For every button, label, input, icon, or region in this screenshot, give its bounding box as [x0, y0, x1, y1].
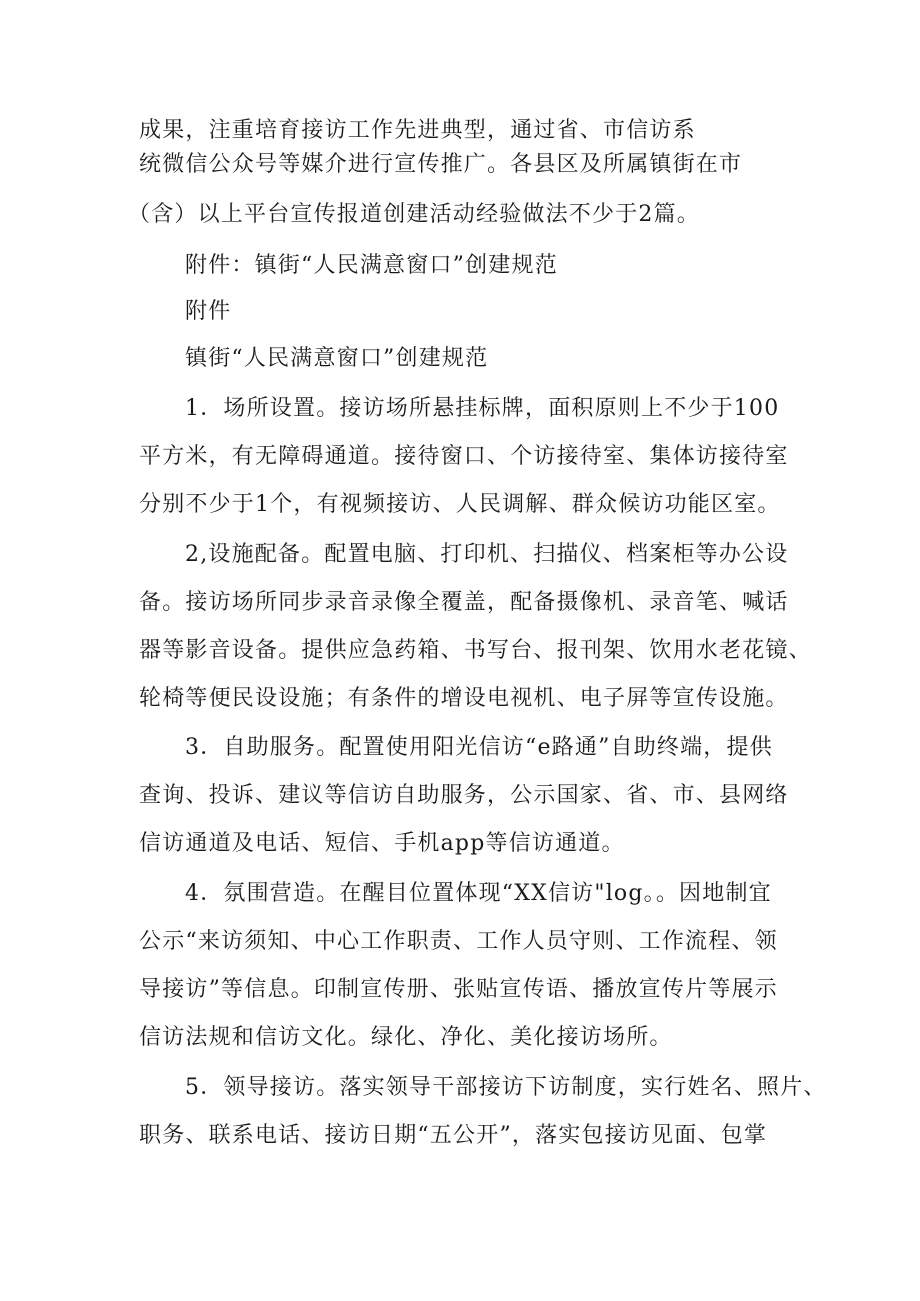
paragraph-line: 分别不少于1个，有视频接访、人民调解、群众候访功能区室。 — [139, 492, 781, 517]
paragraph-line: 轮椅等便民设设施；有条件的增设电视机、电子屏等宣传设施。 — [139, 686, 789, 711]
paragraph-line: 查询、投诉、建议等信访自助服务，公示国家、省、市、县网络 — [139, 783, 789, 808]
paragraph-line: 导接访”等信息。印制宣传册、张贴宣传语、播放宣传片等展示 — [139, 977, 778, 1002]
paragraph-line: 4．氛围营造。在醒目位置体现“XX信访"log。。因地制宜 — [185, 881, 772, 906]
paragraph-line: 器等影音设备。提供应急药箱、书写台、报刊架、饮用水老花镜、 — [139, 638, 812, 663]
paragraph-line: 公示“来访须知、中心工作职责、工作人员守则、工作流程、领 — [139, 929, 778, 954]
paragraph-line: 备。接访场所同步录音录像全覆盖，配备摄像机、录音笔、喊话 — [139, 590, 789, 615]
paragraph-line: 5．领导接访。落实领导干部接访下访制度，实行姓名、照片、 — [185, 1075, 827, 1100]
paragraph-line: 2,设施配备。配置电脑、打印机、扫描仪、档案柜等办公设 — [185, 542, 789, 567]
paragraph-line: （含）以上平台宣传报道创建活动经验做法不少于2篇。 — [128, 202, 700, 227]
attachment-reference: 附件：镇街“人民满意窗口”创建规范 — [185, 253, 558, 278]
paragraph-line: 1．场所设置。接访场所悬挂标牌，面积原则上不少于100 — [185, 396, 780, 421]
paragraph-line: 3．自助服务。配置使用阳光信访“e路通”自助终端，提供 — [185, 735, 773, 760]
paragraph-line: 职务、联系电话、接访日期“五公开”，落实包接访见面、包掌 — [139, 1123, 768, 1148]
paragraph-line: 统微信公众号等媒介进行宣传推广。各县区及所属镇街在市 — [139, 152, 743, 177]
paragraph-line: 成果，注重培育接访工作先进典型，通过省、市信访系 — [139, 118, 696, 143]
attachment-title: 镇街“人民满意窗口”创建规范 — [185, 346, 489, 371]
paragraph-line: 信访通道及电话、短信、手机app等信访通道。 — [139, 831, 625, 856]
paragraph-line: 平方米，有无障碍通道。接待窗口、个访接待室、集体访接待室 — [139, 444, 789, 469]
paragraph-line: 信访法规和信访文化。绿化、净化、美化接访场所。 — [139, 1025, 673, 1050]
attachment-label: 附件 — [185, 299, 232, 324]
